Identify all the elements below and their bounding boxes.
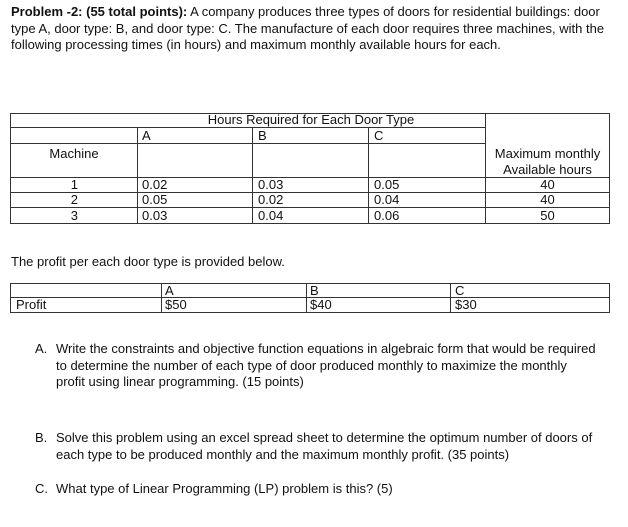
- machine-header: Machine: [49, 146, 99, 161]
- col-b-header: B: [258, 128, 267, 143]
- question-text: What type of Linear Programming (LP) problem is this? (5): [56, 481, 393, 496]
- profit-value-b: $40: [310, 297, 332, 312]
- time-c: 0.04: [374, 192, 400, 207]
- col-a-header: A: [142, 128, 151, 143]
- profit-intro: The profit per each door type is provided below.: [11, 254, 285, 269]
- time-b: 0.04: [258, 208, 284, 223]
- question-label: B.: [35, 430, 48, 445]
- profit-col-c: C: [455, 283, 465, 298]
- time-a: 0.03: [142, 208, 168, 223]
- machine-number: 3: [70, 208, 78, 223]
- machine-number: 2: [70, 192, 78, 207]
- question-text: Write the constraints and objective function equations in algebraic form that would be required to determine the number of each type of door produced monthly to maximize the monthly profit using linear programming. (15 points): [56, 341, 596, 389]
- problem-text: A company produces three types of doors for residential buildings: door type A, door type: B, and door type: C. The manufacture of each door requires three machines, with the following processing times (in hours) and maximum monthly available hours for each.: [11, 4, 605, 52]
- profit-col-b: B: [310, 283, 319, 298]
- time-c: 0.06: [374, 208, 400, 223]
- group-header: Hours Required for Each Door Type: [207, 112, 415, 127]
- profit-row-label: Profit: [16, 297, 47, 312]
- col-c-header: C: [374, 128, 384, 143]
- question-b: [35, 430, 601, 463]
- question-c: [35, 481, 601, 498]
- max-header-line2: Available hours: [503, 162, 592, 177]
- question-a: [35, 341, 596, 391]
- problem-heading: Problem -2: (55 total points):: [11, 4, 188, 19]
- max-header-line1: Maximum monthly: [494, 146, 601, 161]
- time-b: 0.02: [258, 192, 284, 207]
- time-a: 0.05: [142, 192, 168, 207]
- question-label: C.: [35, 481, 48, 496]
- profit-value-a: $50: [165, 297, 187, 312]
- max-hours: 40: [540, 177, 555, 192]
- machine-number: 1: [70, 177, 78, 192]
- question-label: A.: [35, 341, 48, 356]
- profit-value-c: $30: [455, 297, 477, 312]
- max-hours: 40: [540, 192, 555, 207]
- time-b: 0.03: [258, 177, 284, 192]
- time-a: 0.02: [142, 177, 168, 192]
- profit-col-a: A: [165, 283, 174, 298]
- question-text: Solve this problem using an excel spread sheet to determine the optimum number of doors of each type to be produced monthly and the maximum monthly profit. (35 points): [56, 430, 593, 462]
- max-hours: 50: [540, 208, 555, 223]
- time-c: 0.05: [374, 177, 400, 192]
- problem-statement: [11, 4, 617, 54]
